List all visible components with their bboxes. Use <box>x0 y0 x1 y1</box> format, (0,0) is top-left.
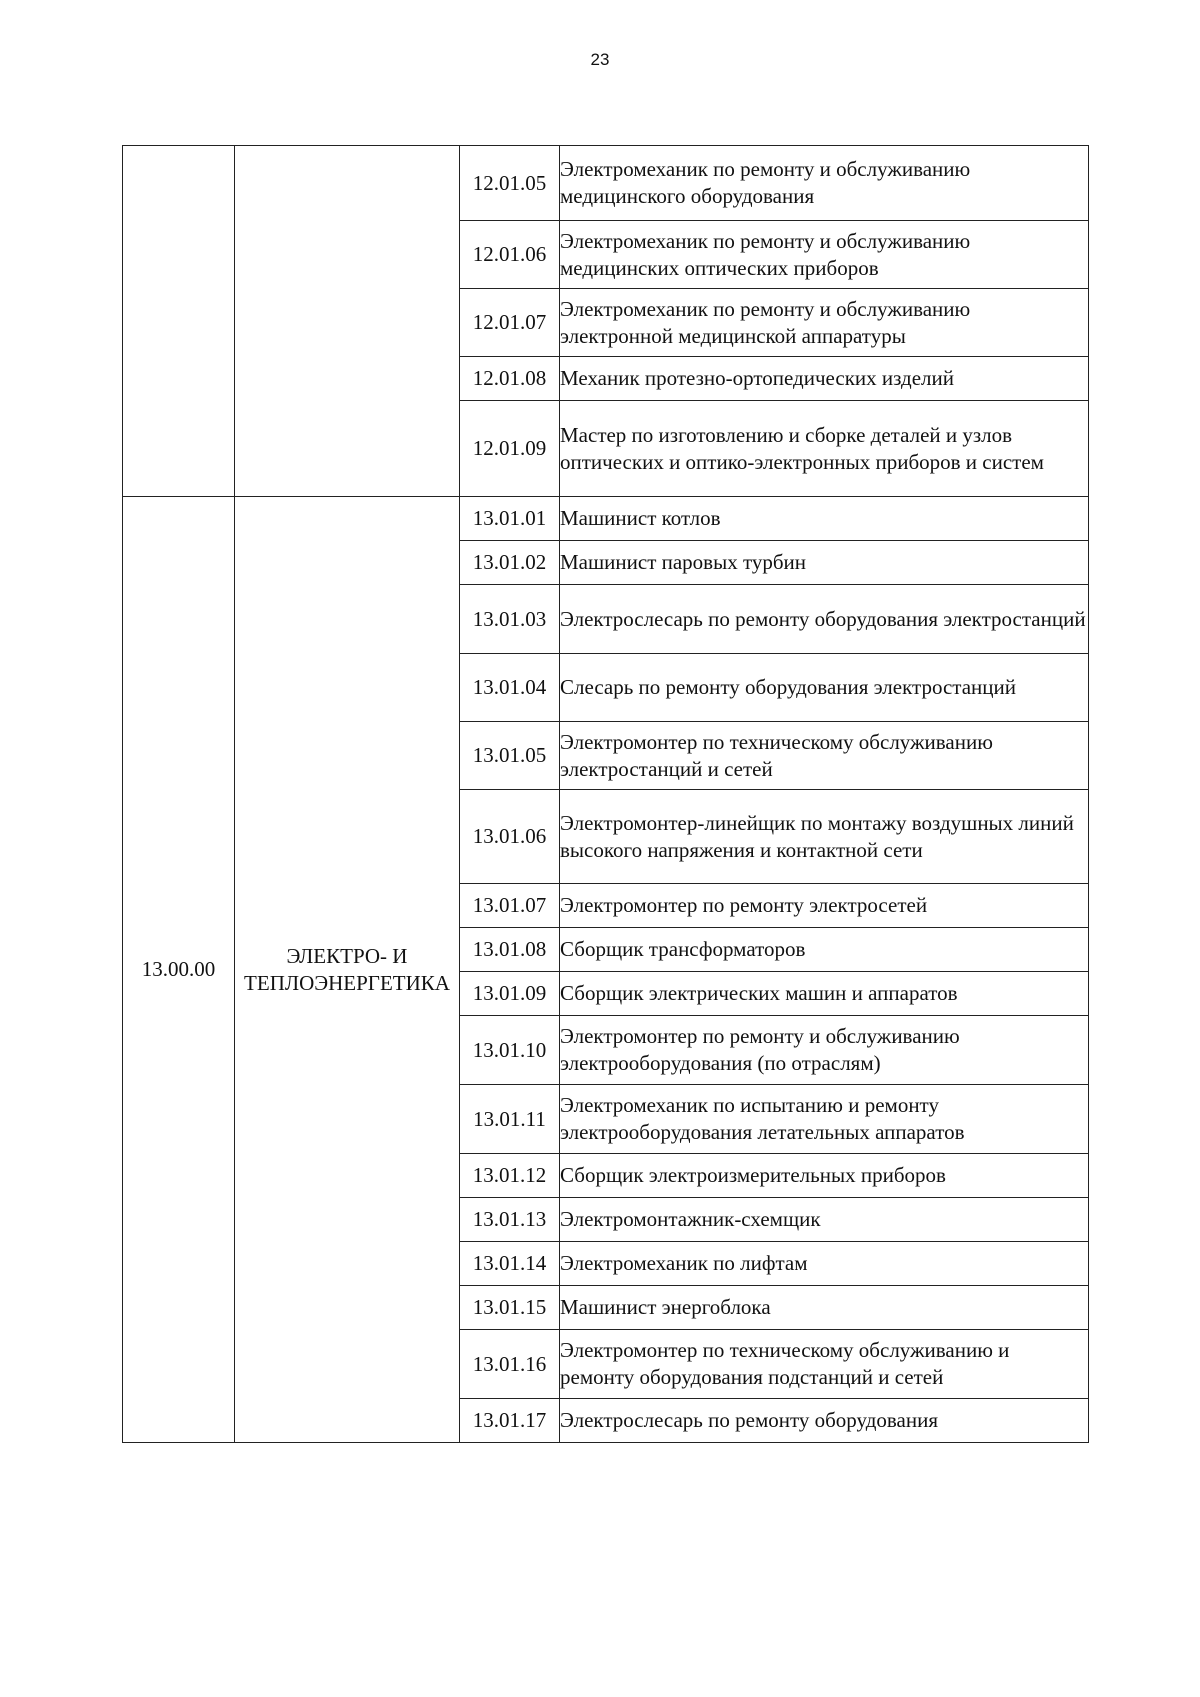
group-name-cell <box>235 146 460 497</box>
table-row <box>123 146 1089 221</box>
profession-title-cell: Электромонтажник-схемщик <box>560 1198 1089 1242</box>
profession-code-cell: 13.01.08 <box>460 928 560 972</box>
profession-code-cell: 12.01.07 <box>460 289 560 357</box>
group-name-cell: ЭЛЕКТРО- И ТЕПЛОЭНЕРГЕТИКА <box>235 497 460 1443</box>
profession-code-cell: 13.01.01 <box>460 497 560 541</box>
page-number: 23 <box>590 50 610 69</box>
profession-title-cell: Электромеханик по ремонту и обслуживанию электронной медицинской аппаратуры <box>560 289 1089 357</box>
profession-code-cell: 13.01.06 <box>460 790 560 884</box>
profession-code-cell: 13.01.13 <box>460 1198 560 1242</box>
group-code-cell <box>123 146 235 497</box>
profession-code-cell: 13.01.04 <box>460 654 560 722</box>
profession-code-cell: 12.01.08 <box>460 357 560 401</box>
profession-title-cell: Машинист котлов <box>560 497 1089 541</box>
profession-code-cell: 13.01.15 <box>460 1286 560 1330</box>
profession-title-cell: Электрослесарь по ремонту оборудования <box>560 1399 1089 1443</box>
profession-title-cell: Электромеханик по ремонту и обслуживанию медицинского оборудования <box>560 146 1089 221</box>
profession-title-cell: Мастер по изготовлению и сборке деталей и узлов оптических и оптико-электронных приборов и систем <box>560 401 1089 497</box>
profession-code-cell: 13.01.11 <box>460 1085 560 1154</box>
profession-title-cell: Машинист энергоблока <box>560 1286 1089 1330</box>
profession-code-cell: 13.01.10 <box>460 1016 560 1085</box>
profession-title-cell: Электромонтер по ремонту электросетей <box>560 884 1089 928</box>
group-code-cell: 13.00.00 <box>123 497 235 1443</box>
profession-code-cell: 12.01.09 <box>460 401 560 497</box>
profession-title-cell: Сборщик электрических машин и аппаратов <box>560 972 1089 1016</box>
table-row <box>123 497 1089 541</box>
profession-code-cell: 13.01.14 <box>460 1242 560 1286</box>
profession-title-cell: Электромонтер по техническому обслуживанию электростанций и сетей <box>560 722 1089 790</box>
profession-title-cell: Механик протезно-ортопедических изделий <box>560 357 1089 401</box>
profession-code-cell: 13.01.09 <box>460 972 560 1016</box>
profession-title-cell: Электромонтер по ремонту и обслуживанию электрооборудования (по отраслям) <box>560 1016 1089 1085</box>
profession-code-cell: 13.01.12 <box>460 1154 560 1198</box>
profession-code-cell: 12.01.06 <box>460 221 560 289</box>
profession-code-cell: 13.01.05 <box>460 722 560 790</box>
profession-title-cell: Электромонтер-линейщик по монтажу воздушных линий высокого напряжения и контактной сети <box>560 790 1089 884</box>
profession-code-cell: 13.01.03 <box>460 585 560 654</box>
profession-title-cell: Электромеханик по лифтам <box>560 1242 1089 1286</box>
profession-title-cell: Сборщик трансформаторов <box>560 928 1089 972</box>
profession-title-cell: Сборщик электроизмерительных приборов <box>560 1154 1089 1198</box>
profession-code-cell: 12.01.05 <box>460 146 560 221</box>
profession-title-cell: Машинист паровых турбин <box>560 541 1089 585</box>
profession-title-cell: Слесарь по ремонту оборудования электростанций <box>560 654 1089 722</box>
profession-code-cell: 13.01.02 <box>460 541 560 585</box>
profession-title-cell: Электромеханик по испытанию и ремонту электрооборудования летательных аппаратов <box>560 1085 1089 1154</box>
profession-title-cell: Электромонтер по техническому обслуживанию и ремонту оборудования подстанций и сетей <box>560 1330 1089 1399</box>
profession-code-cell: 13.01.17 <box>460 1399 560 1443</box>
profession-title-cell: Электрослесарь по ремонту оборудования электростанций <box>560 585 1089 654</box>
profession-title-cell: Электромеханик по ремонту и обслуживанию медицинских оптических приборов <box>560 221 1089 289</box>
profession-code-cell: 13.01.07 <box>460 884 560 928</box>
profession-code-cell: 13.01.16 <box>460 1330 560 1399</box>
professions-table <box>122 145 1089 1443</box>
